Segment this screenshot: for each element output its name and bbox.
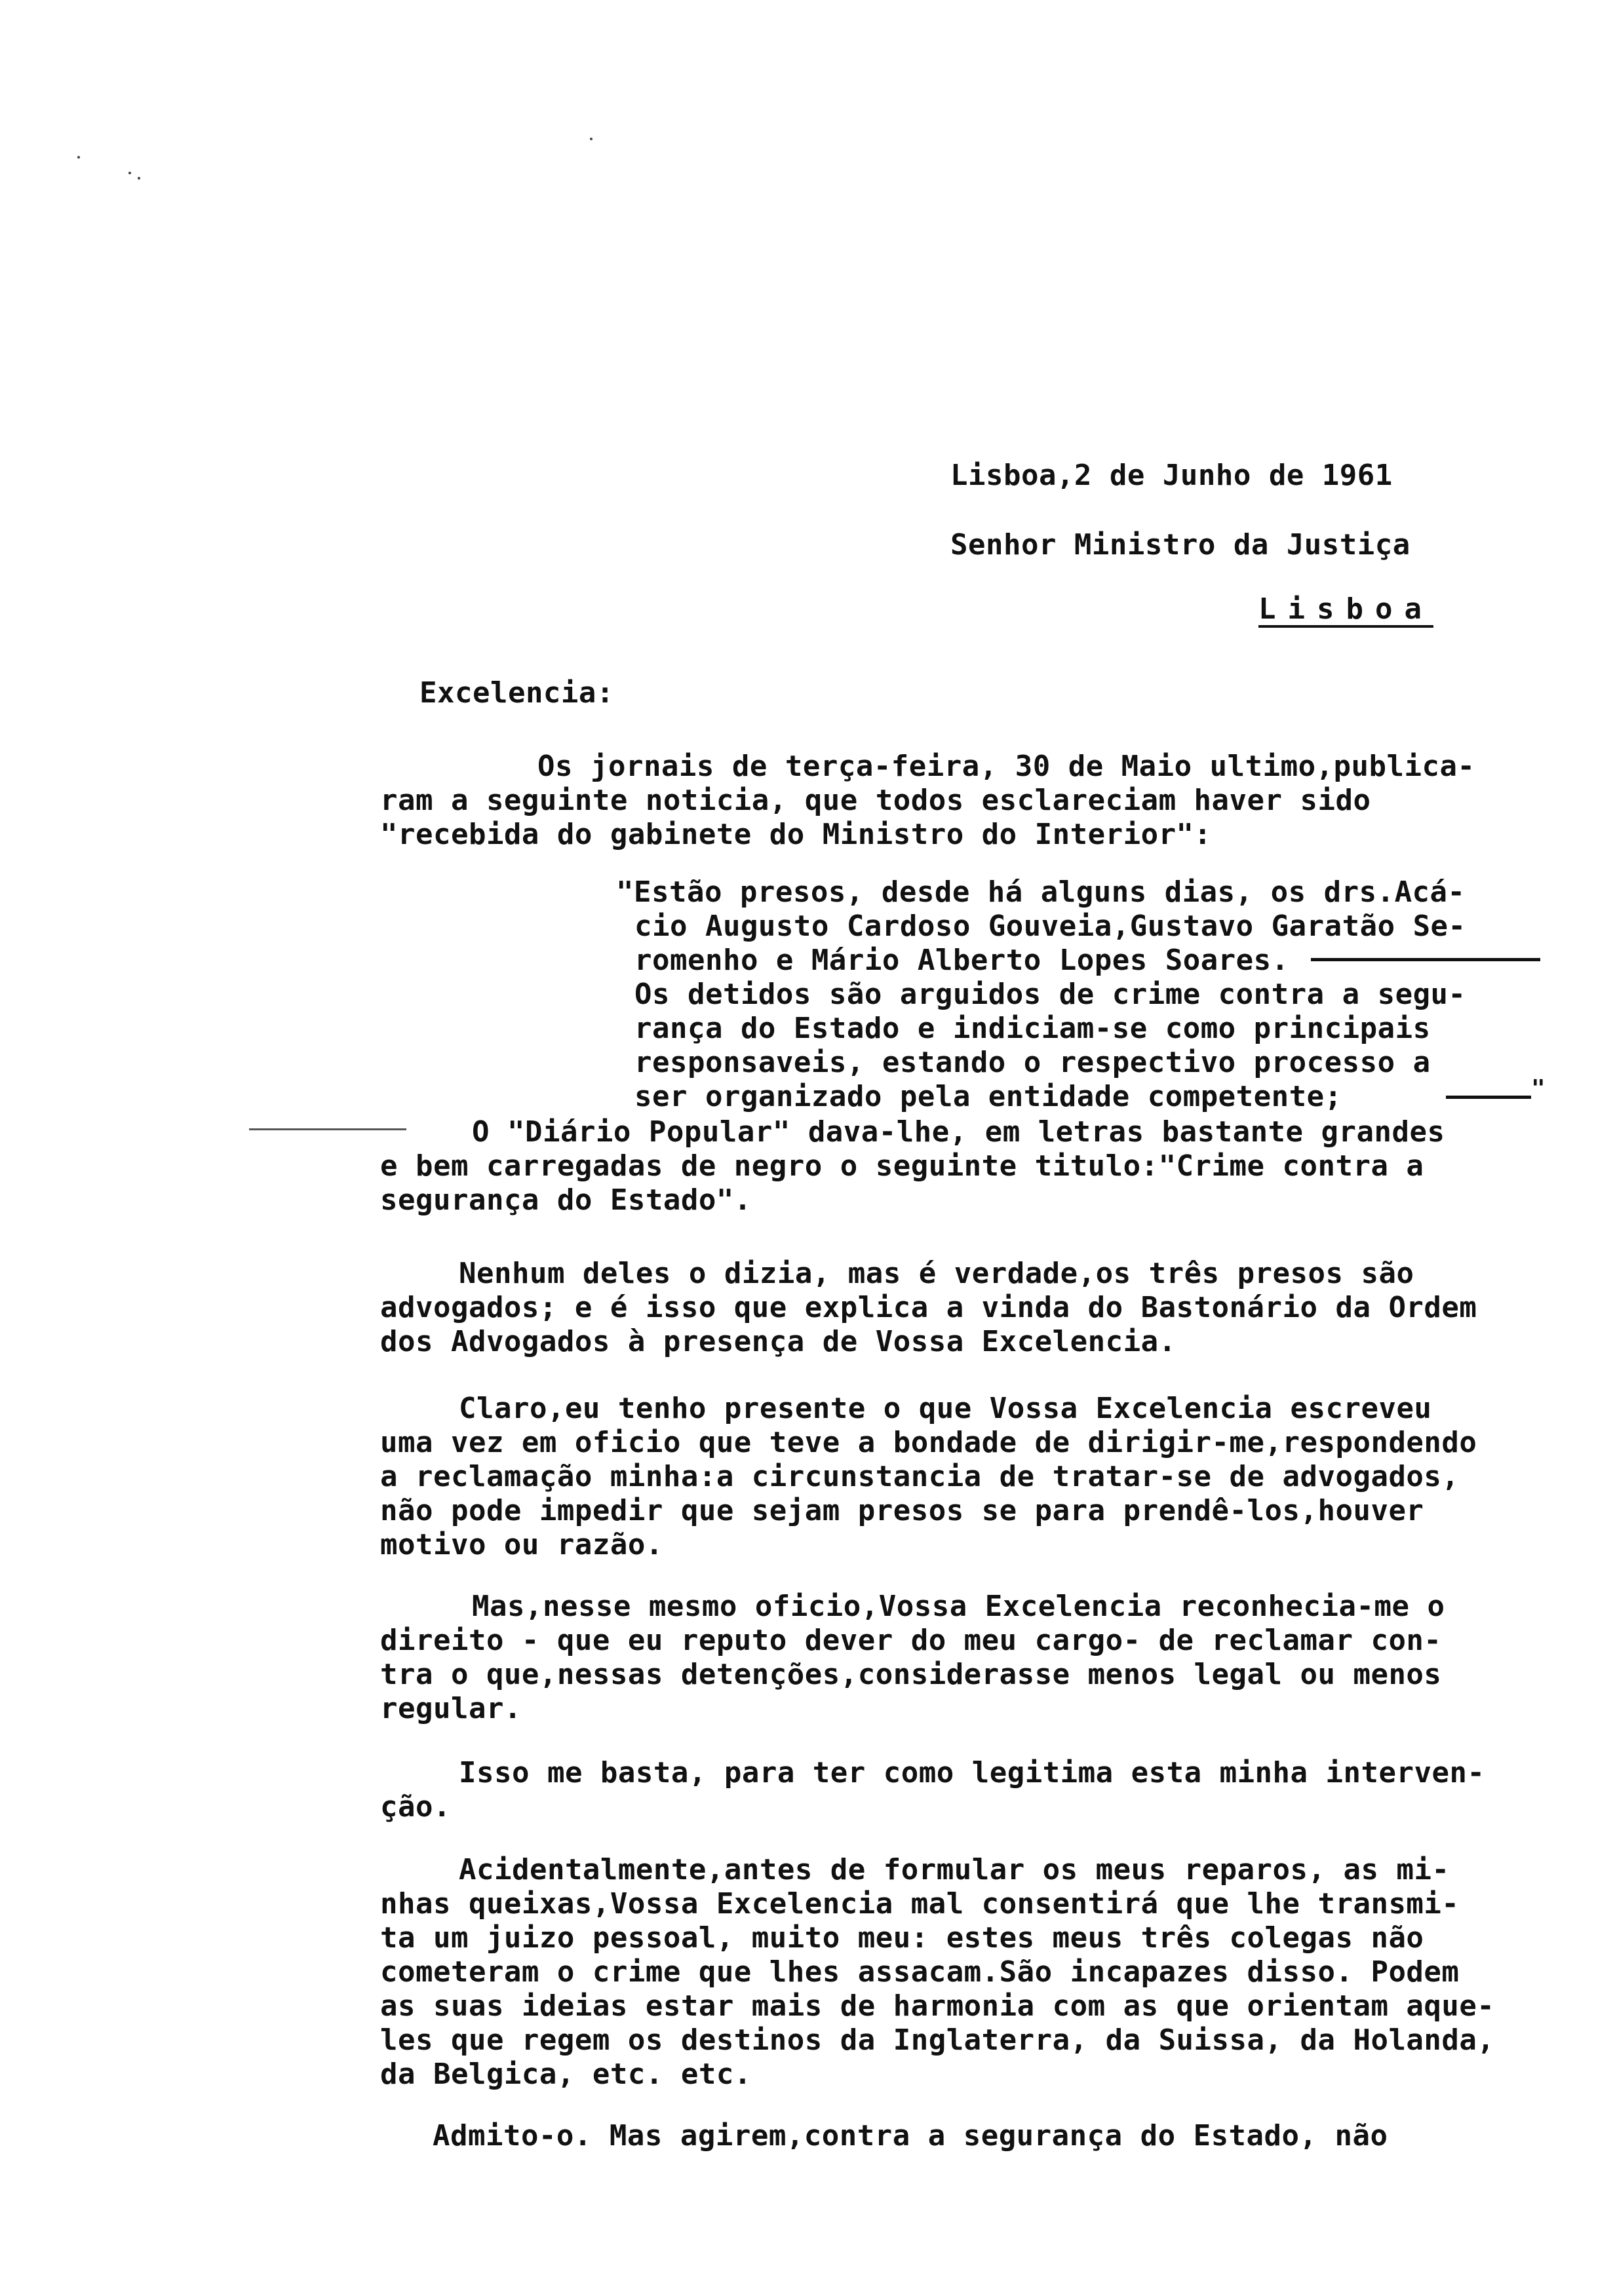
paragraph-line: uma vez em oficio que teve a bondade de dirigir-me,respondendo bbox=[380, 1426, 1477, 1459]
paragraph-line: segurança do Estado". bbox=[380, 1183, 752, 1217]
paragraph-line: e bem carregadas de negro o seguinte titulo:"Crime contra a bbox=[380, 1149, 1424, 1183]
paragraph-line: "recebida do gabinete do Ministro do Interior": bbox=[380, 818, 1212, 851]
quote-line: Os detidos são arguidos de crime contra a segu- bbox=[634, 978, 1466, 1011]
paragraph-line: Os jornais de terça-feira, 30 de Maio ultimo,publica- bbox=[537, 750, 1475, 783]
paragraph-line: ção. bbox=[380, 1790, 451, 1824]
quote-line: "Estão presos, desde há alguns dias, os drs.Acá- bbox=[616, 875, 1466, 909]
ink-speck bbox=[590, 138, 593, 140]
paragraph-line: Acidentalmente,antes de formular os meus reparos, as mi- bbox=[459, 1853, 1450, 1886]
paragraph-line: Mas,nesse mesmo oficio,Vossa Excelencia reconhecia-me o bbox=[472, 1590, 1445, 1623]
paragraph-line: a reclamação minha:a circunstancia de tratar-se de advogados, bbox=[380, 1460, 1460, 1493]
paragraph-line: nhas queixas,Vossa Excelencia mal consentirá que lhe transmi- bbox=[380, 1887, 1460, 1921]
quote-line: romenho e Mário Alberto Lopes Soares. bbox=[634, 944, 1289, 977]
quote-line: rança do Estado e indiciam-se como principais bbox=[634, 1012, 1431, 1045]
paragraph-line: direito - que eu reputo dever do meu cargo- de reclamar con- bbox=[380, 1624, 1442, 1657]
paragraph-line: Nenhum deles o dizia, mas é verdade,os três presos são bbox=[459, 1257, 1414, 1290]
paragraph-line: não pode impedir que sejam presos se para prendê-los,houver bbox=[380, 1494, 1424, 1527]
ink-speck bbox=[128, 172, 131, 174]
ink-speck bbox=[77, 156, 80, 159]
paragraph-line: Isso me basta, para ter como legitima esta minha interven- bbox=[459, 1756, 1485, 1789]
paragraph-line: dos Advogados à presença de Vossa Excelencia. bbox=[380, 1325, 1177, 1358]
paragraph-line: O "Diário Popular" dava-lhe, em letras bastante grandes bbox=[472, 1115, 1445, 1149]
letter-place: Lisboa bbox=[1258, 592, 1433, 626]
stray-stroke bbox=[249, 1128, 406, 1130]
paragraph-line: tra o que,nessas detenções,considerasse menos legal ou menos bbox=[380, 1658, 1442, 1691]
paragraph-line: as suas ideias estar mais de harmonia com as que orientam aque- bbox=[380, 1989, 1495, 2023]
filler-dash bbox=[1311, 958, 1540, 961]
letter-addressee: Senhor Ministro da Justiça bbox=[950, 528, 1411, 562]
paragraph-line: les que regem os destinos da Inglaterra, da Suissa, da Holanda, bbox=[380, 2023, 1495, 2057]
paragraph-line: motivo ou razão. bbox=[380, 1528, 663, 1561]
letter-date: Lisboa,2 de Junho de 1961 bbox=[950, 459, 1393, 492]
paragraph-line: regular. bbox=[380, 1692, 522, 1725]
quote-line: ser organizado pela entidade competente; bbox=[634, 1080, 1342, 1113]
filler-dash bbox=[1446, 1096, 1531, 1099]
paragraph-line: advogados; e é isso que explica a vinda do Bastonário da Ordem bbox=[380, 1291, 1477, 1324]
paragraph-line: da Belgica, etc. etc. bbox=[380, 2057, 752, 2091]
letter-salutation: Excelencia: bbox=[419, 676, 614, 710]
paragraph-line: ram a seguinte noticia, que todos esclareciam haver sido bbox=[380, 784, 1371, 817]
quote-line: responsaveis, estando o respectivo processo a bbox=[634, 1046, 1431, 1079]
quote-line: cio Augusto Cardoso Gouveia,Gustavo Garatão Se- bbox=[634, 909, 1466, 943]
quote-close-mark: " bbox=[1531, 1075, 1546, 1102]
ink-speck bbox=[138, 177, 140, 180]
paragraph-line: cometeram o crime que lhes assacam.São incapazes disso. Podem bbox=[380, 1955, 1460, 1989]
paragraph-line: Claro,eu tenho presente o que Vossa Excelencia escreveu bbox=[459, 1392, 1432, 1425]
paragraph-line: ta um juizo pessoal, muito meu: estes meus três colegas não bbox=[380, 1921, 1424, 1955]
paragraph-line: Admito-o. Mas agirem,contra a segurança do Estado, não bbox=[433, 2119, 1388, 2152]
